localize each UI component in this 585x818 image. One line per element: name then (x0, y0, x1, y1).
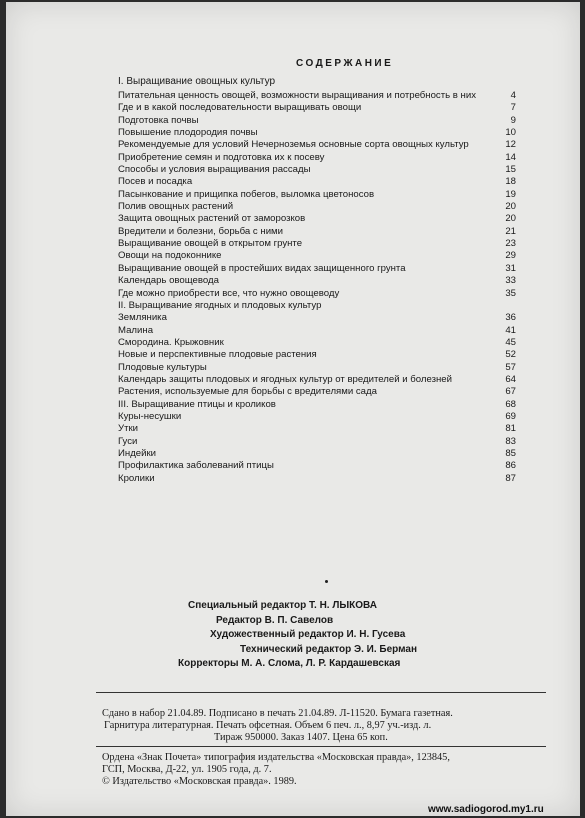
toc-entry (118, 238, 516, 249)
toc-entry (118, 288, 516, 299)
toc-entry-page: 9 (510, 114, 516, 126)
toc-entry-page: 21 (505, 225, 516, 237)
toc-entry-page: 68 (505, 398, 516, 410)
toc-entry-page: 69 (505, 410, 516, 422)
toc-entry-title: Пасынкование и прищипка побегов, выломка цветоносов (118, 188, 375, 200)
toc-entry (118, 90, 516, 101)
toc-entry (118, 139, 516, 150)
toc-entry-title: Кролики (118, 472, 155, 484)
toc-entry-page: 10 (505, 127, 516, 139)
toc-entry-page: 87 (505, 472, 516, 484)
toc-entry (118, 374, 516, 385)
toc-entry-page: 86 (505, 460, 516, 472)
imprint-line: Тираж 950000. Заказ 1407. Цена 65 коп. (214, 732, 388, 743)
toc-entry-title: Гуси (118, 435, 138, 447)
section-heading-1: I. Выращивание овощных культур (118, 76, 276, 87)
toc-entry-title: Защита овощных растений от заморозков (118, 213, 306, 225)
toc-entry (118, 250, 516, 261)
toc-entry-title: Малина (118, 324, 154, 336)
credit-special-editor: Специальный редактор Т. Н. ЛЫКОВА (188, 600, 377, 611)
toc-entry-title: Овощи на подоконнике (118, 250, 222, 262)
toc-entry (118, 399, 516, 410)
credit-editor: Редактор В. П. Савелов (216, 614, 334, 626)
toc-entry (118, 436, 516, 447)
toc-entry-page: 29 (505, 250, 516, 262)
toc-entry-title: Профилактика заболеваний птицы (118, 460, 274, 472)
toc-entry-page: 64 (505, 373, 516, 385)
toc-entry (118, 127, 516, 138)
toc-entry (118, 226, 516, 237)
toc-entry (118, 189, 516, 200)
toc-entry-page: 4 (510, 90, 516, 101)
imprint-line: Гарнитура литературная. Печать офсетная. Объем 6 печ. л., 8,97 уч.-изд. л. (104, 720, 432, 731)
toc-entry-title: Куры-несушки (118, 410, 182, 422)
publisher-line: ГСП, Москва, Д-22, ул. 1905 года, д. 7. (102, 764, 272, 775)
toc-entry-page: 14 (505, 151, 516, 163)
toc-entry (118, 337, 516, 348)
credit-art-editor: Художественный редактор И. Н. Гусева (210, 629, 406, 640)
publisher-line: © Издательство «Московская правда». 1989. (102, 776, 297, 787)
toc-entry-title: Где и в какой последовательности выращивать овощи (118, 102, 362, 114)
toc-entry-title: III. Выращивание птицы и кроликов (118, 398, 276, 410)
toc-entry (118, 176, 516, 187)
toc-entry-title: Подготовка почвы (118, 114, 199, 126)
toc-entry-title: Плодовые культуры (118, 361, 207, 373)
toc-entry-title: Питательная ценность овощей, возможности выращивания и потребность в них (118, 90, 477, 101)
toc-entry (118, 386, 516, 397)
publisher-line: Ордена «Знак Почета» типография издательства «Московская правда», 123845, (102, 752, 450, 763)
table-of-contents (118, 90, 516, 485)
credit-tech-editor: Технический редактор Э. И. Берман (240, 643, 418, 655)
toc-entry (118, 312, 516, 323)
toc-entry-title: Земляника (118, 312, 167, 324)
toc-entry (118, 102, 516, 113)
toc-entry (118, 349, 516, 360)
toc-entry-page: 52 (505, 349, 516, 361)
toc-entry-title: Новые и перспективные плодовые растения (118, 349, 317, 361)
toc-entry-title: Где можно приобрести все, что нужно овощеводу (118, 287, 340, 299)
toc-entry (118, 325, 516, 336)
toc-entry-page: 57 (505, 361, 516, 373)
toc-entry-title: Приобретение семян и подготовка их к посеву (118, 151, 325, 163)
imprint-block (102, 708, 453, 744)
toc-entry (118, 164, 516, 175)
toc-entry-title: Смородина. Крыжовник (118, 336, 224, 348)
separator-dot (325, 580, 328, 583)
toc-entry (118, 115, 516, 126)
divider-bottom (96, 746, 546, 747)
toc-entry-title: Рекомендуемые для условий Нечерноземья основные сорта овощных культур (118, 139, 469, 151)
toc-entry (118, 201, 516, 212)
toc-entry-title: Выращивание овощей в открытом грунте (118, 238, 303, 250)
credits-block (176, 599, 476, 672)
toc-entry-page: 45 (505, 336, 516, 348)
toc-entry-page: 31 (505, 262, 516, 274)
toc-entry-page: 20 (505, 213, 516, 225)
imprint-line: Сдано в набор 21.04.89. Подписано в печать 21.04.89. Л-11520. Бумага газетная. (102, 708, 453, 719)
toc-entry (118, 423, 516, 434)
toc-entry-page: 12 (505, 139, 516, 151)
toc-entry (118, 275, 516, 286)
toc-entry-title: Вредители и болезни, борьба с ними (118, 225, 284, 237)
toc-entry-page: 41 (505, 324, 516, 336)
divider-top (96, 692, 546, 693)
toc-entry-page: 20 (505, 201, 516, 213)
toc-entry (118, 460, 516, 471)
toc-entry-page: 7 (510, 102, 516, 114)
toc-entry (118, 473, 516, 484)
page-title: СОДЕРЖАНИЕ (296, 58, 394, 69)
toc-entry-title: Календарь овощевода (118, 275, 219, 287)
toc-entry-title: Выращивание овощей в простейших видах защищенного грунта (118, 262, 406, 274)
toc-entry-page: 23 (505, 238, 516, 250)
toc-entry (118, 213, 516, 224)
toc-entry-title: Посев и посадка (118, 176, 193, 188)
toc-entry-title: Календарь защиты плодовых и ягодных культур от вредителей и болезней (118, 373, 452, 385)
publisher-block (102, 752, 450, 788)
document-page (6, 2, 580, 816)
toc-entry (118, 152, 516, 163)
toc-entry-title: Растения, используемые для борьбы с вредителями сада (118, 386, 377, 398)
toc-entry-page: 19 (505, 188, 516, 200)
website-watermark: www.sadiogorod.my1.ru (428, 804, 544, 815)
credit-proofreaders: Корректоры М. А. Слома, Л. Р. Кардашевская (178, 658, 401, 669)
toc-entry-page: 83 (505, 435, 516, 447)
toc-entry-title: Полив овощных растений (118, 201, 234, 213)
toc-entry-page: 15 (505, 164, 516, 176)
toc-entry (118, 411, 516, 422)
toc-entry-title: Индейки (118, 447, 157, 459)
toc-entry-page: 81 (505, 423, 516, 435)
toc-entry (118, 263, 516, 274)
toc-entry-page: 36 (505, 312, 516, 324)
toc-entry-title: Утки (118, 423, 139, 435)
toc-entry-page: 85 (505, 447, 516, 459)
toc-entry-title: Повышение плодородия почвы (118, 127, 258, 139)
toc-entry (118, 362, 516, 373)
toc-entry-page: 18 (505, 176, 516, 188)
toc-entry (118, 448, 516, 459)
toc-entry-page: 33 (505, 275, 516, 287)
toc-entry-title: II. Выращивание ягодных и плодовых культур (118, 299, 322, 311)
toc-entry-title: Способы и условия выращивания рассады (118, 164, 311, 176)
toc-entry (118, 300, 516, 311)
toc-entry-page: 67 (505, 386, 516, 398)
toc-entry-page: 35 (505, 287, 516, 299)
